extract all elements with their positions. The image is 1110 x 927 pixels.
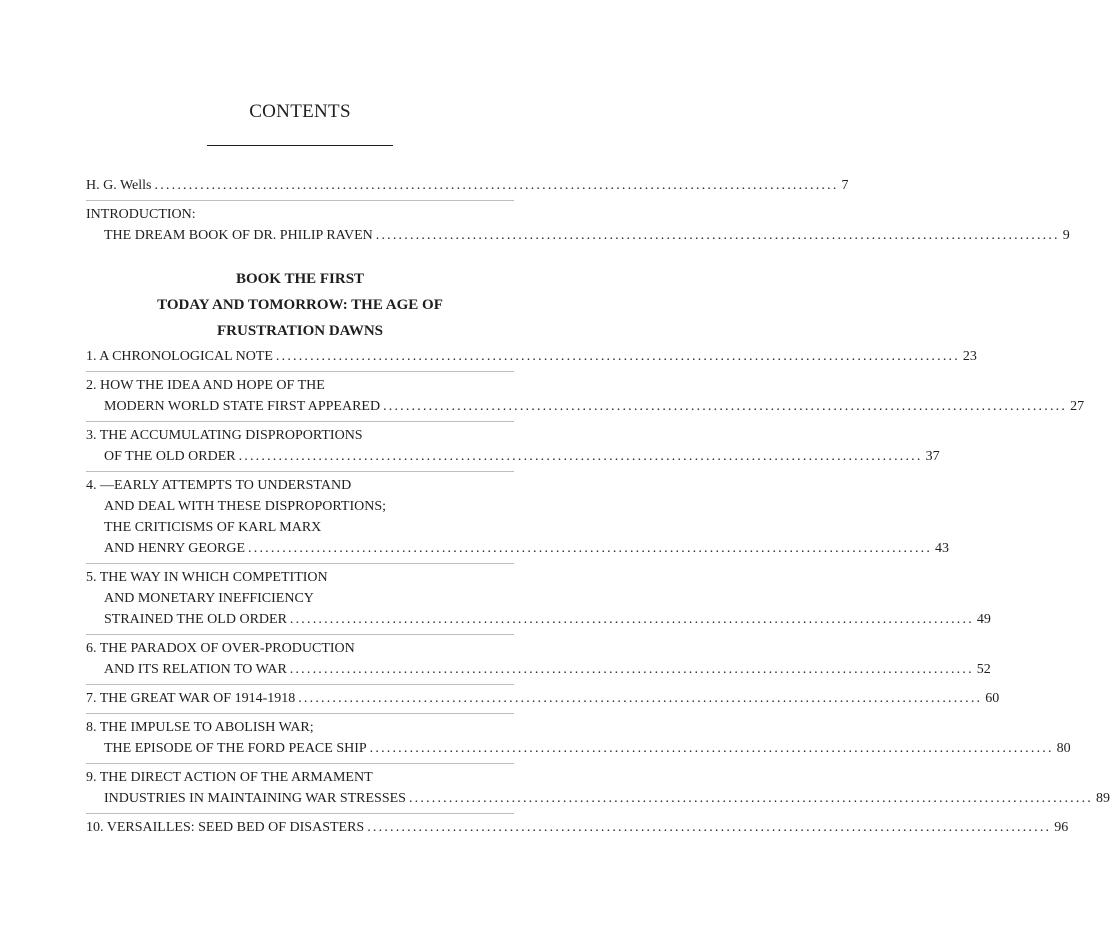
toc-entry[interactable] bbox=[86, 717, 1071, 759]
page-number: 89 bbox=[1095, 791, 1110, 806]
toc-entry-text: INTRODUCTION: bbox=[86, 207, 196, 222]
toc-entry[interactable] bbox=[86, 425, 940, 467]
entry-divider bbox=[86, 371, 514, 372]
toc-entry-text: AND MONETARY INEFFICIENCY bbox=[104, 591, 314, 606]
book-title-line: TODAY AND TOMORROW: THE AGE OF bbox=[157, 297, 443, 313]
toc-entry-line bbox=[86, 346, 977, 367]
entry-divider bbox=[86, 684, 514, 685]
dot-leader: ........................................................................................................................ bbox=[289, 612, 974, 627]
dot-leader: ........................................................................................................................ bbox=[408, 791, 1093, 806]
page-number: 96 bbox=[1054, 820, 1069, 835]
page-number: 49 bbox=[976, 612, 991, 627]
toc-entry-line bbox=[86, 517, 514, 538]
toc-entry[interactable] bbox=[86, 817, 1069, 838]
toc-entry-line bbox=[86, 788, 1110, 809]
dot-leader: ........................................................................................................................ bbox=[383, 399, 1068, 414]
page-number: 37 bbox=[925, 449, 940, 464]
toc-entry-text: H. G. Wells bbox=[86, 178, 152, 193]
toc-entry-text: 10. VERSAILLES: SEED BED OF DISASTERS bbox=[86, 820, 365, 835]
entry-divider bbox=[86, 200, 514, 201]
toc-entry-line bbox=[86, 638, 514, 659]
contents-heading: CONTENTS bbox=[249, 101, 351, 122]
toc-entry[interactable] bbox=[86, 475, 950, 559]
toc-entry-text: 8. THE IMPULSE TO ABOLISH WAR; bbox=[86, 720, 314, 735]
book-title-line: FRUSTRATION DAWNS bbox=[217, 323, 383, 339]
dot-leader: ........................................................................................................................ bbox=[375, 228, 1060, 243]
entry-divider bbox=[86, 763, 514, 764]
entry-divider bbox=[86, 421, 514, 422]
toc-entry-line bbox=[86, 588, 514, 609]
toc-entry[interactable] bbox=[86, 688, 1000, 709]
toc-entry-line bbox=[86, 446, 940, 467]
toc-entry-text: THE DREAM BOOK OF DR. PHILIP RAVEN bbox=[104, 228, 373, 243]
toc-entry-text: 4. —EARLY ATTEMPTS TO UNDERSTAND bbox=[86, 478, 352, 493]
toc-entry-text: 3. THE ACCUMULATING DISPROPORTIONS bbox=[86, 428, 363, 443]
toc-entry-line bbox=[86, 767, 514, 788]
toc-entry-text: 6. THE PARADOX OF OVER-PRODUCTION bbox=[86, 641, 355, 656]
page-number: 7 bbox=[841, 178, 849, 193]
dot-leader: ........................................................................................................................ bbox=[248, 541, 933, 556]
toc-entry-text: AND DEAL WITH THESE DISPROPORTIONS; bbox=[104, 499, 387, 514]
toc-entry[interactable] bbox=[86, 175, 849, 196]
toc-entry-text: 2. HOW THE IDEA AND HOPE OF THE bbox=[86, 378, 325, 393]
toc-entry-line bbox=[86, 538, 950, 559]
toc-entry[interactable] bbox=[86, 375, 1085, 417]
entry-divider bbox=[86, 563, 514, 564]
toc-entry[interactable] bbox=[86, 767, 1110, 809]
toc-entry-line bbox=[86, 609, 991, 630]
toc-entry-line bbox=[86, 817, 1069, 838]
page-number: 43 bbox=[935, 541, 950, 556]
toc-entry-text: 7. THE GREAT WAR OF 1914-1918 bbox=[86, 691, 296, 706]
book-title-line: BOOK THE FIRST bbox=[235, 271, 365, 287]
entry-divider bbox=[86, 471, 514, 472]
page-number: 23 bbox=[962, 349, 977, 364]
entry-divider bbox=[86, 713, 514, 714]
page-number: 60 bbox=[985, 691, 1000, 706]
dot-leader: ........................................................................................................................ bbox=[289, 662, 974, 677]
toc-entry-text: MODERN WORLD STATE FIRST APPEARED bbox=[104, 399, 381, 414]
toc-entry[interactable] bbox=[86, 567, 991, 630]
page-number: 9 bbox=[1062, 228, 1070, 243]
page-number: 52 bbox=[976, 662, 991, 677]
toc-entry[interactable] bbox=[86, 204, 1070, 246]
toc-entry-line bbox=[86, 375, 514, 396]
toc-entry-line bbox=[86, 496, 514, 517]
page-number: 27 bbox=[1070, 399, 1085, 414]
toc-entry-line bbox=[86, 475, 514, 496]
dot-leader: ........................................................................................................................ bbox=[367, 820, 1052, 835]
toc-entry-line bbox=[86, 717, 514, 738]
toc-entry-line bbox=[86, 396, 1085, 417]
toc-entry-text: 1. A CHRONOLOGICAL NOTE bbox=[86, 349, 273, 364]
toc-entry[interactable] bbox=[86, 638, 991, 680]
toc-entry[interactable] bbox=[86, 346, 977, 367]
toc-entry-text: OF THE OLD ORDER bbox=[104, 449, 236, 464]
toc-entry-text: AND HENRY GEORGE bbox=[104, 541, 246, 556]
toc-entry-line bbox=[86, 204, 514, 225]
dot-leader: ........................................................................................................................ bbox=[369, 741, 1054, 756]
toc-entry-text: 5. THE WAY IN WHICH COMPETITION bbox=[86, 570, 328, 585]
toc-entry-text: THE EPISODE OF THE FORD PEACE SHIP bbox=[104, 741, 367, 756]
entry-divider bbox=[86, 813, 514, 814]
dot-leader: ........................................................................................................................ bbox=[154, 178, 839, 193]
toc-entry-line bbox=[86, 425, 514, 446]
page-number: 80 bbox=[1056, 741, 1071, 756]
toc-entry-line bbox=[86, 567, 514, 588]
dot-leader: ........................................................................................................................ bbox=[275, 349, 960, 364]
toc-entry-text: INDUSTRIES IN MAINTAINING WAR STRESSES bbox=[104, 791, 406, 806]
toc-entry-text: STRAINED THE OLD ORDER bbox=[104, 612, 287, 627]
toc-entry-line bbox=[86, 225, 1070, 246]
toc-entry-text: 9. THE DIRECT ACTION OF THE ARMAMENT bbox=[86, 770, 373, 785]
dot-leader: ........................................................................................................................ bbox=[238, 449, 923, 464]
toc-entry-line bbox=[86, 659, 991, 680]
entry-divider bbox=[86, 634, 514, 635]
dot-leader: ........................................................................................................................ bbox=[298, 691, 983, 706]
toc-entry-text: AND ITS RELATION TO WAR bbox=[104, 662, 287, 677]
heading-rule bbox=[207, 145, 393, 146]
toc-entry-text: THE CRITICISMS OF KARL MARX bbox=[104, 520, 322, 535]
toc-entry-line bbox=[86, 738, 1071, 759]
toc-entry-line bbox=[86, 688, 1000, 709]
toc-entry-line bbox=[86, 175, 849, 196]
